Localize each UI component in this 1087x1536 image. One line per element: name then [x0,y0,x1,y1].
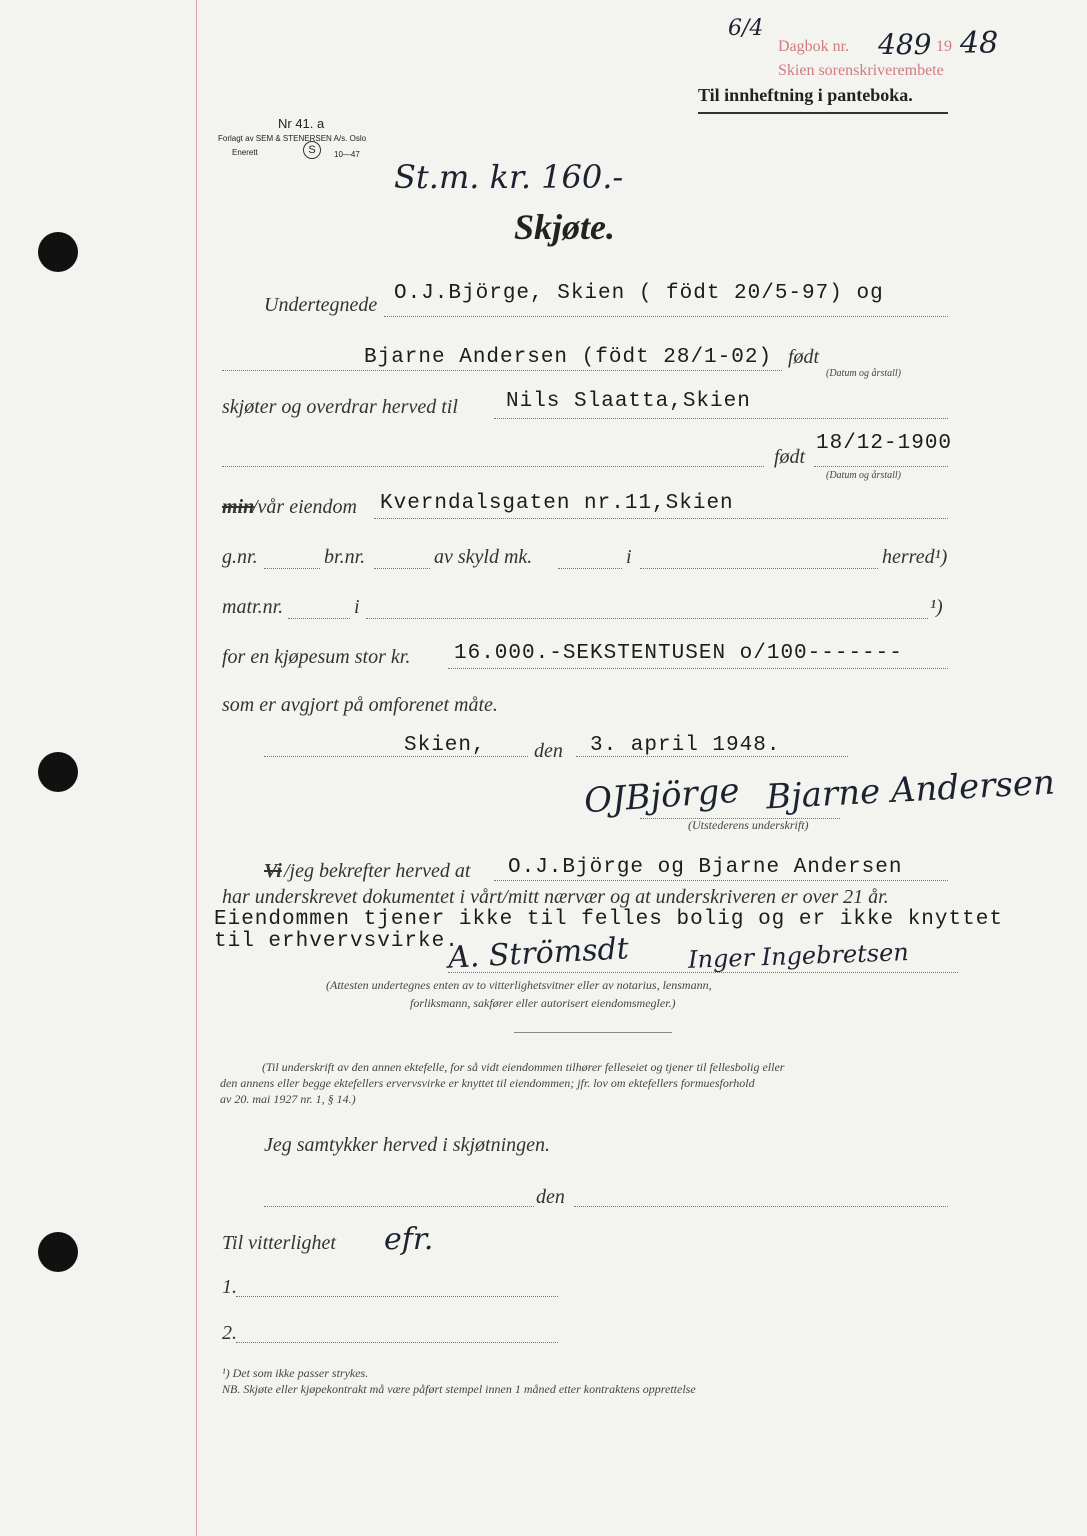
dotted-line [264,1206,534,1207]
undertegnede-label: Undertegnede [264,294,378,316]
gnr-label: g.nr. [222,546,258,568]
dotted-line [384,316,948,317]
datum-label: (Datum og årstall) [826,368,901,379]
dotted-line [366,618,928,619]
separator [514,1032,672,1033]
attest-names: O.J.Björge og Bjarne Andersen [508,856,903,879]
dotted-line [640,568,878,569]
dotted-line [576,756,848,757]
attest-typed-line1: Eiendommen tjener ikke til felles bolig og er ikke knyttet [214,908,1003,931]
document-title: Skjøte. [514,207,616,247]
dotted-line [236,1296,558,1297]
dotted-line [374,518,948,519]
i-label: i [626,546,632,568]
buyer-fodt-label: født [774,446,806,468]
stamp-year-suffix: 48 [960,26,999,61]
witness-num2: 2. [222,1322,237,1344]
witness-label: Til vitterlighet [222,1232,336,1254]
spouse-consent: Jeg samtykker herved i skjøtningen. [264,1134,551,1156]
herred-label: herred¹) [882,546,948,568]
witness-signature2: Inger Ingebretsen [687,938,910,974]
dotted-line [374,568,430,569]
attest-line2: har underskrevet dokumentet i vårt/mitt nærvær og at underskriveren er over 21 år. [222,886,889,908]
filing-underline [698,112,948,114]
settled-text: som er avgjort på omforenet måte. [222,694,498,716]
signature-seller2: Bjarne Andersen [765,762,1056,818]
transfer-label: skjøter og overdrar herved til [222,396,458,418]
dotted-line [264,756,528,757]
form-number: Nr 41. a [278,116,325,131]
spouse-note-line1: (Til underskrift av den annen ektefelle, for så vidt eiendommen tilhører felleseiet og tjener til fellesbolig eller [262,1060,785,1074]
matr-end: ¹) [930,596,943,618]
stamp-dagbok-label: Dagbok nr. [778,38,850,55]
signing-date: 3. april 1948. [590,734,781,757]
matrnr-label: matr.nr. [222,596,284,618]
signing-den-label: den [534,740,563,762]
dotted-line [222,370,782,371]
punch-hole-bottom [38,1232,78,1272]
attest-typed-line2: til erhvervsvirke. [214,930,459,953]
footnote-2: NB. Skjøte eller kjøpekontrakt må være påført stempel innen 1 måned etter kontraktens opprettelse [222,1382,696,1396]
witness-num1: 1. [222,1276,237,1298]
attest-prefix-struck: Vi [264,860,282,882]
eiendom-label-struck: min [222,496,255,518]
signature-caption: (Utstederens underskrift) [688,818,809,832]
price: 16.000.-SEKSTENTUSEN o/100------- [454,642,903,665]
eiendom-label: /vår eiendom [252,496,357,518]
dotted-line [288,618,350,619]
matr-i-label: i [354,596,360,618]
seller-line1: O.J.Björge, Skien ( födt 20/5-97) og [394,282,884,305]
property: Kverndalsgaten nr.11,Skien [380,492,734,515]
witness-handwritten: efr. [384,1222,434,1257]
stamp-year-prefix: 19 [936,38,952,55]
publisher-line1: Forlagt av SEM & STENERSEN A/s. Oslo [218,134,367,143]
signature-seller1: OJBjörge [582,770,741,822]
price-label: for en kjøpesum stor kr. [222,646,411,668]
attest-line1-label: /jeg bekrefter herved at [284,860,471,882]
publisher-code: 10—47 [334,150,360,159]
dotted-line [448,668,948,669]
spouse-note-line2: den annens eller begge ektefellers ervervsvirke er knyttet til eiendommen; jfr. lov om ektefellers formuesforhold [220,1076,755,1090]
dotted-line [448,972,958,973]
attest-note-line1: (Attesten undertegnes enten av to vitterlighetsvitner eller av notarius, lensmann, [326,978,712,992]
margin-rule [196,0,197,1536]
dotted-line [494,880,948,881]
seller-line2: Bjarne Andersen (födt 28/1-02) [364,346,773,369]
dotted-line [494,418,948,419]
datum-label2: (Datum og årstall) [826,470,901,481]
brnr-label: br.nr. [324,546,366,568]
fodt-label: født [788,346,820,368]
publisher-line2: Enerett [232,148,258,157]
dotted-line [558,568,622,569]
footnote-1: ¹) Det som ikke passer strykes. [222,1366,369,1380]
dotted-line [222,466,764,467]
spouse-den-label: den [536,1186,565,1208]
dotted-line [814,466,948,467]
dotted-line [264,568,320,569]
buyer: Nils Slaatta,Skien [506,390,751,413]
filing-note: Til innheftning i panteboka. [698,85,913,105]
buyer-birth: 18/12-1900 [816,432,953,455]
attest-note-line2: forliksmann, sakfører eller autorisert eiendomsmegler.) [410,996,676,1010]
dotted-line [236,1342,558,1343]
spouse-note-line3: av 20. mai 1927 nr. 1, § 14.) [220,1092,356,1106]
punch-hole-top [38,232,78,272]
fee-note: St.m. kr. 160.- [394,158,624,196]
skyld-label: av skyld mk. [434,546,533,568]
punch-hole-middle [38,752,78,792]
stamp-office: Skien sorenskriverembete [778,62,944,79]
dotted-line [574,1206,948,1207]
signing-place: Skien, [404,734,486,757]
stamp-dagbok-number: 489 [878,28,932,61]
publisher-logo: S [303,141,321,159]
witness-signature1: A. Strömsdt [447,931,630,976]
stamp-date-note: 6/4 [728,16,764,41]
